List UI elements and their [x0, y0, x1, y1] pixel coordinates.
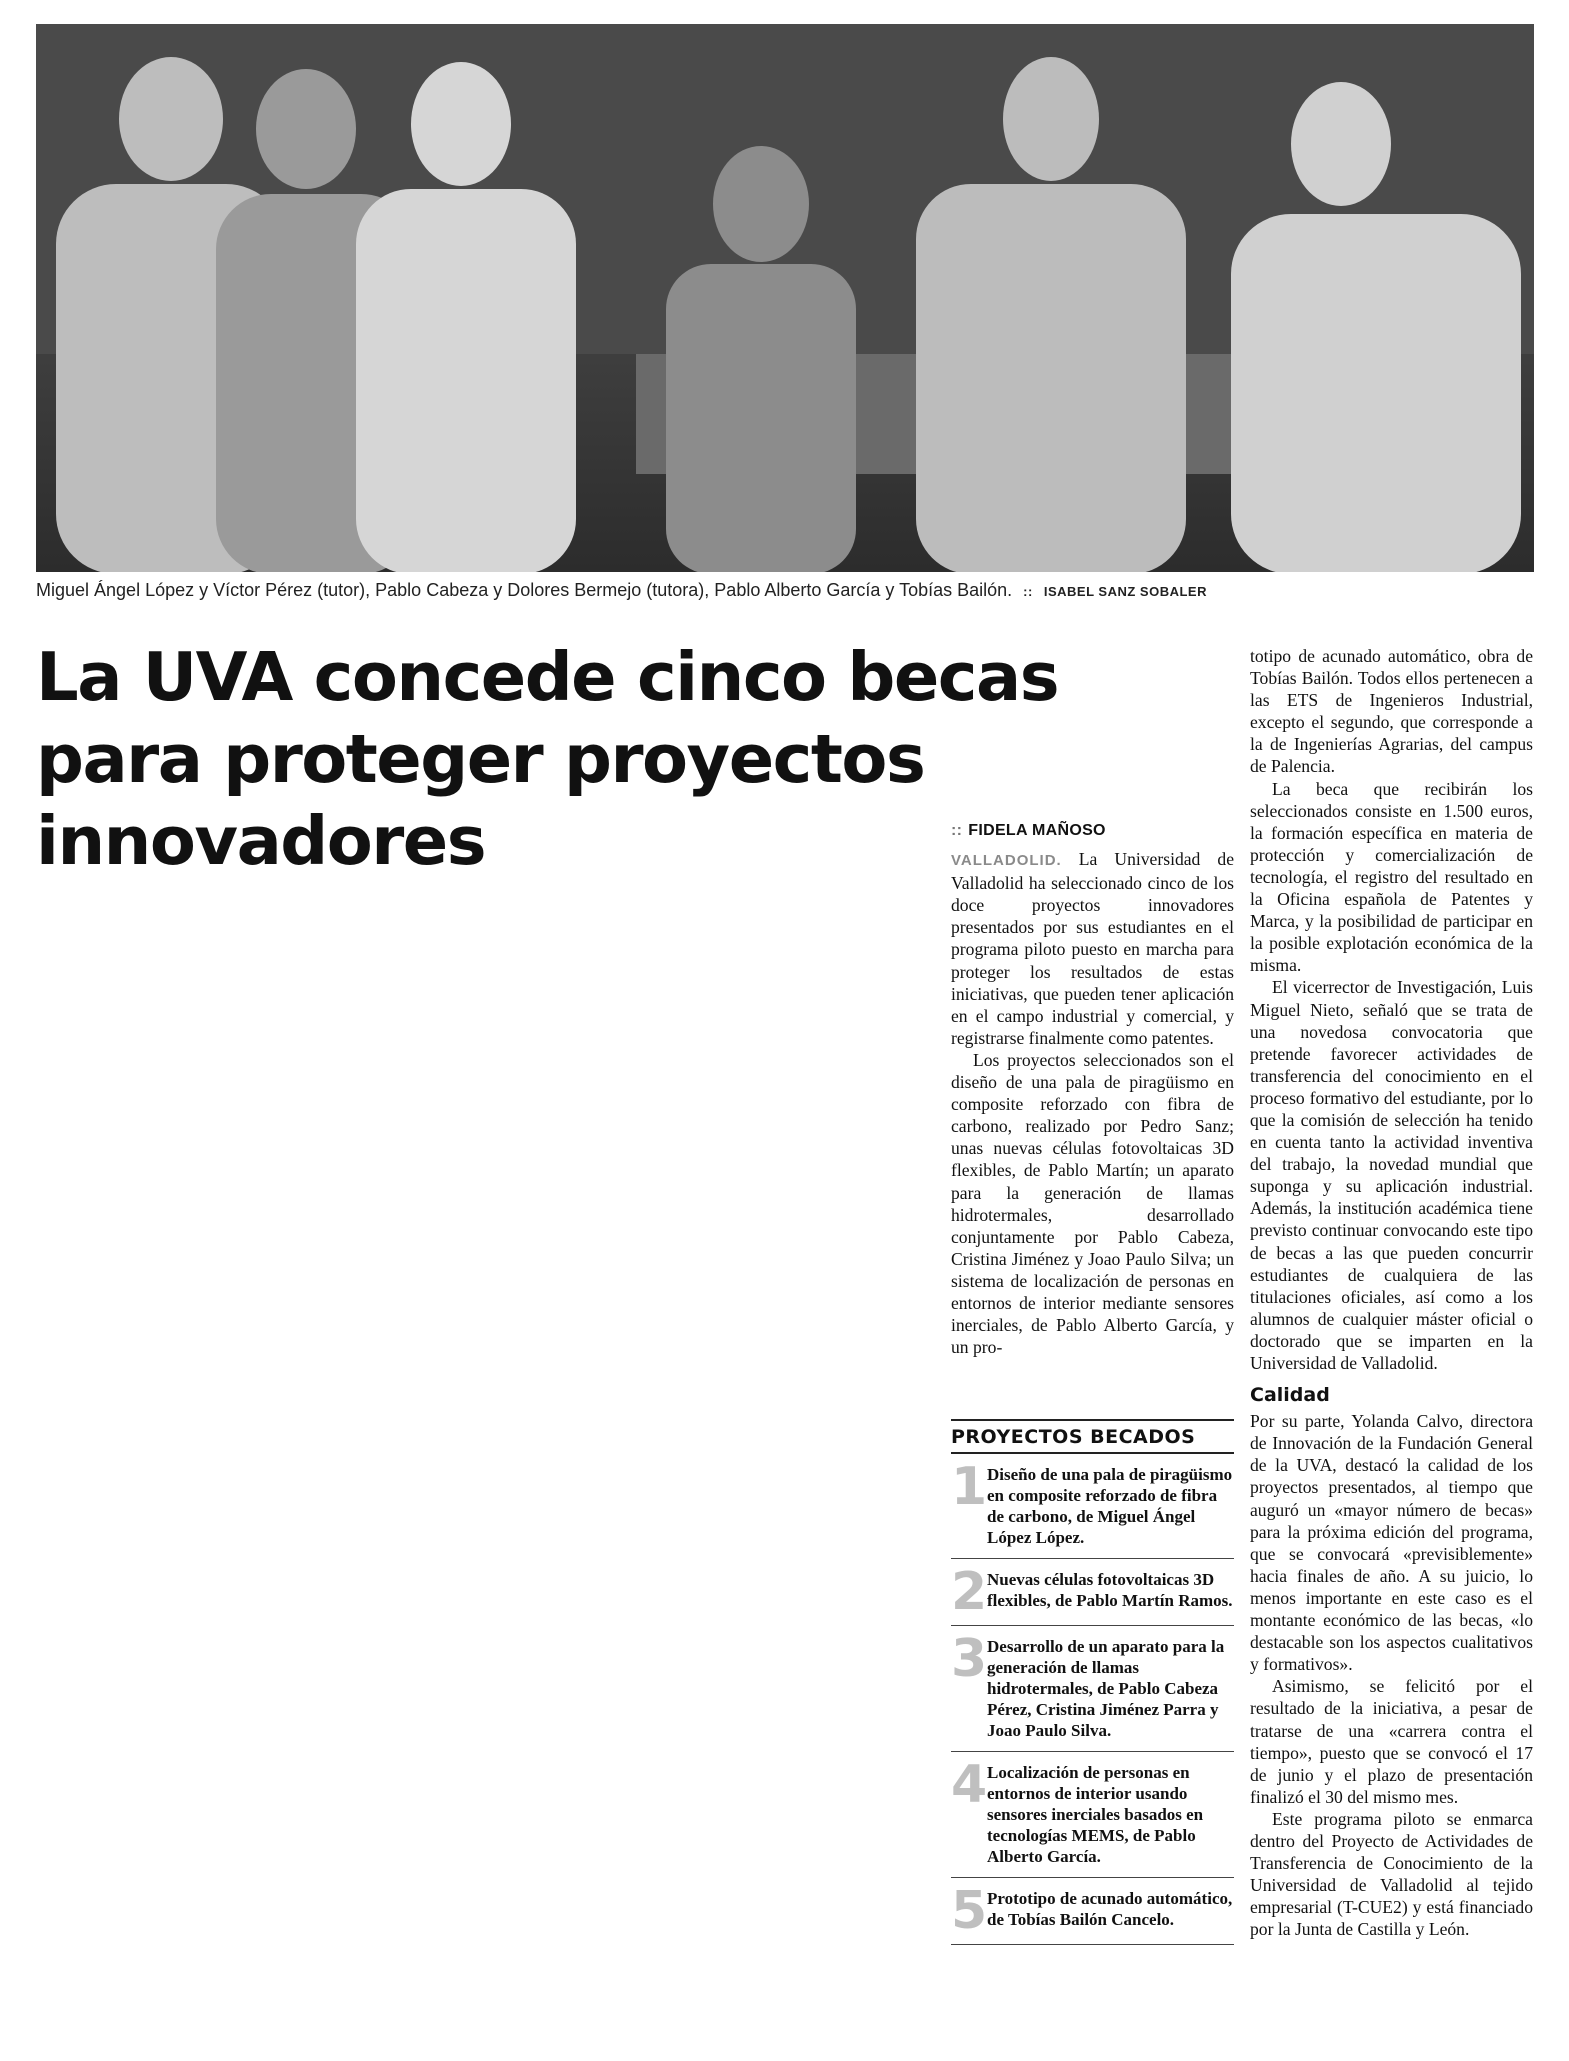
project-text: Localización de personas en entornos de interior usando sensores inerciales basados en tecnologías MEMS, de Pablo Alberto García.	[987, 1763, 1204, 1866]
caption-text: Miguel Ángel López y Víctor Pérez (tutor), Pablo Cabeza y Dolores Bermejo (tutora), Pablo Alberto García y Tobías Bailón.	[36, 580, 1013, 600]
project-text: Diseño de una pala de piragüismo en composite reforzado de fibra de carbono, de Miguel Ángel López López.	[987, 1465, 1233, 1547]
byline-author: FIDELA MAÑOSO	[968, 822, 1106, 839]
paragraph: Los proyectos seleccionados son el diseño de una pala de piragüismo en composite reforzado con fibra de carbono, realizado por Pedro Sanz; unas nuevas células fotovoltaicas 3D flexibles, de Pablo Martín; un aparato para la generación de llamas hidrotermales, desarrollado conjuntamente por Pablo Cabeza, Cristina Jiménez y Joao Paulo Silva; un sistema de localización de personas en entornos de interior mediante sensores inerciales, de Pablo Alberto García, y un pro-	[951, 1049, 1234, 1358]
photo-caption	[36, 580, 1536, 601]
project-number: 4	[951, 1755, 988, 1815]
subhead: Calidad	[1250, 1384, 1330, 1407]
sidebar-title: PROYECTOS BECADOS	[951, 1419, 1234, 1454]
project-number: 3	[951, 1629, 988, 1689]
project-text: Nuevas células fotovoltaicas 3D flexibles, de Pablo Martín Ramos.	[987, 1570, 1233, 1610]
project-item	[951, 1626, 1234, 1752]
byline-sep: ::	[951, 822, 963, 839]
paragraph: El vicerrector de Investigación, Luis Miguel Nieto, señaló que se trata de una novedosa convocatoria que pretende favorecer actividades de transferencia del conocimiento en el proceso formativo del estudiante, por lo que la comisión de selección ha tenido en cuenta tanto la actividad inventiva del trabajo, la novedad mundial que suponga y su aplicación industrial. Además, la institución académica tiene previsto continuar convocando este tipo de becas a las que pueden concurrir estudiantes de cualquiera de las titulaciones oficiales, así como a los alumnos de cualquier máster oficial o doctorado que se imparten en la Universidad de Valladolid.	[1250, 977, 1533, 1373]
paragraph: Asimismo, se felicitó por el resultado de la iniciativa, a pesar de tratarse de una «carrera contra el tiempo», puesto que se convocó el 17 de junio y el plazo de presentación finalizó el 30 del mismo mes.	[1250, 1676, 1533, 1807]
group-photo	[36, 24, 1534, 572]
project-item	[951, 1878, 1234, 1945]
photo-credit: ISABEL SANZ SOBALER	[1043, 584, 1207, 599]
photo-credit-sep: ::	[1023, 584, 1033, 599]
paragraph: Por su parte, Yolanda Calvo, directora de Innovación de la Fundación General de la UVA, destacó la calidad de los proyectos presentados, al tiempo que auguró un «mayor número de becas» para la próxima edición del programa, que se convocará «previsiblemente» hacia finales de año. A su juicio, lo menos importante en este caso es el montante económico de las becas, «lo destacable son los aspectos cualitativos y formativos».	[1250, 1411, 1533, 1675]
project-number: 2	[951, 1562, 988, 1622]
paragraph: La beca que recibirán los seleccionados consiste en 1.500 euros, la formación específica en materia de protección y comercialización de tecnología, el registro del resultado en la Oficina española de Patentes y Marca, y la posibilidad de participar en la posible explotación económica de la misma.	[1250, 778, 1533, 976]
paragraph-lead	[951, 848, 1234, 1049]
paragraph-text: La Universidad de Valladolid ha seleccionado cinco de los doce proyectos innovadores presentados por sus estudiantes en el programa piloto puesto en marcha para proteger los resultados de estas iniciativas, que pueden tener aplicación en el campo industrial y comercial, y registrarse finalmente como patentes.	[951, 849, 1234, 1048]
paragraph: Este programa piloto se enmarca dentro del Proyecto de Actividades de Transferencia de Conocimiento de la Universidad de Valladolid al tejido empresarial (T-CUE2) y está financiado por la Junta de Castilla y León.	[1250, 1808, 1533, 1940]
dateline: VALLADOLID.	[951, 852, 1062, 870]
project-text: Prototipo de acunado automático, de Tobías Bailón Cancelo.	[987, 1889, 1233, 1929]
project-number: 1	[951, 1457, 988, 1517]
article-column-2	[951, 820, 1234, 1358]
project-item	[951, 1454, 1234, 1559]
headline: La UVA concede cinco becas para proteger proyectos innovadores	[36, 638, 1059, 880]
article-column-3	[1250, 645, 1533, 1940]
byline	[951, 820, 1234, 842]
group-photo-icon	[36, 24, 1534, 572]
project-item	[951, 1752, 1234, 1878]
paragraph: totipo de acunado automático, obra de Tobías Bailón. Todos ellos pertenecen a las ETS de Ingenieros Industrial, excepto el segundo, que corresponde a la de Ingenierías Agrarias, del campus de Palencia.	[1250, 646, 1533, 777]
project-item	[951, 1559, 1234, 1626]
project-text: Desarrollo de un aparato para la generación de llamas hidrotermales, de Pablo Cabeza Pérez, Cristina Jiménez Parra y Joao Paulo Silva.	[987, 1637, 1225, 1740]
projects-sidebar	[951, 1419, 1234, 1945]
project-number: 5	[951, 1881, 988, 1941]
